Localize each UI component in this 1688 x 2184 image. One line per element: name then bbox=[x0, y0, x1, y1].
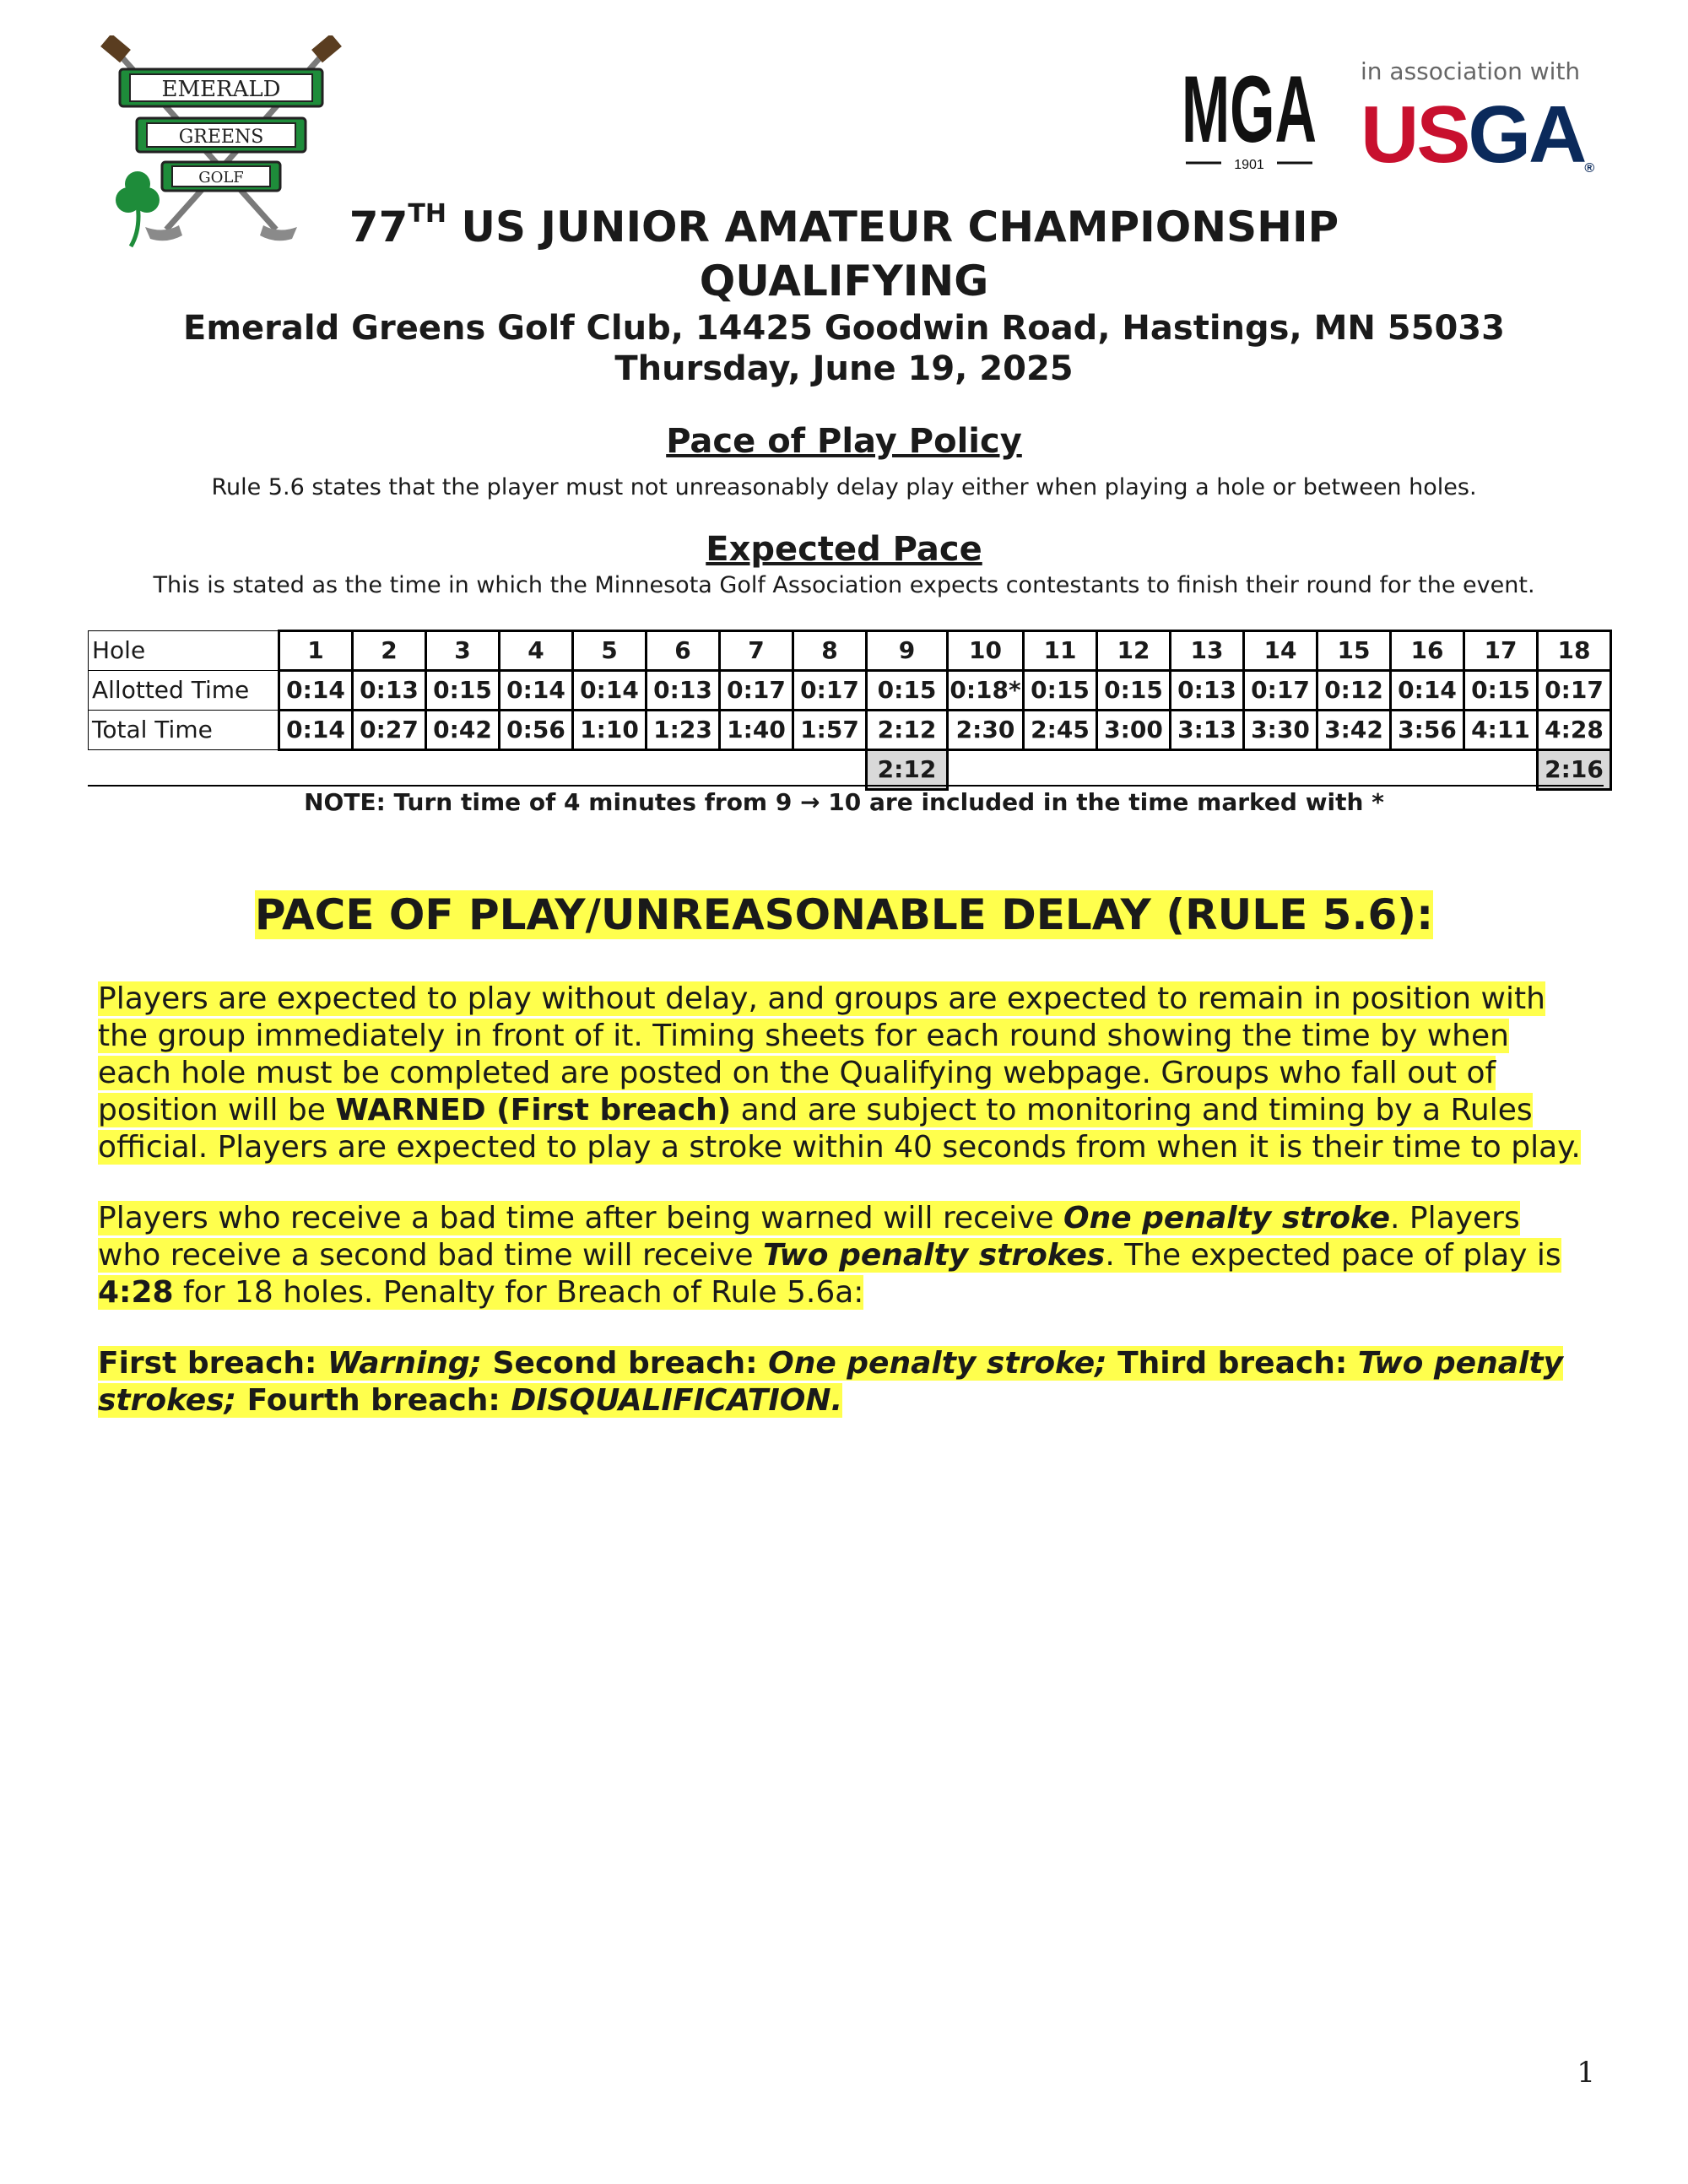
table-row-subtotals bbox=[89, 750, 1611, 790]
total-cell: 3:13 bbox=[1171, 711, 1244, 750]
total-cell: 1:40 bbox=[720, 711, 793, 750]
expected-pace-text: This is stated as the time in which the Minnesota Golf Association expects contestants to finish their round for the event. bbox=[153, 572, 1535, 598]
title-suffix: TH bbox=[408, 199, 446, 229]
total-cell: 3:00 bbox=[1097, 711, 1171, 750]
back-nine-total: 2:16 bbox=[1538, 750, 1611, 790]
association-text: in association with bbox=[1361, 57, 1581, 85]
total-cell: 1:10 bbox=[573, 711, 647, 750]
venue-address: Emerald Greens Golf Club, 14425 Goodwin Road, Hastings, MN 55033 bbox=[183, 309, 1505, 348]
allotted-cell: 0:14 bbox=[1391, 671, 1464, 711]
allotted-cell: 0:15 bbox=[1097, 671, 1171, 711]
one-penalty-stroke: One penalty stroke bbox=[1063, 1201, 1391, 1235]
hole-cell: 5 bbox=[573, 631, 647, 671]
row-label-allotted: Allotted Time bbox=[89, 671, 279, 711]
pace-policy-heading: Pace of Play Policy bbox=[666, 422, 1022, 461]
usga-logo-ga: GA bbox=[1468, 89, 1585, 180]
total-cell: 0:56 bbox=[500, 711, 573, 750]
hole-cell: 4 bbox=[500, 631, 573, 671]
hole-cell: 16 bbox=[1391, 631, 1464, 671]
pace-table bbox=[88, 630, 1612, 791]
total-cell: 3:56 bbox=[1391, 711, 1464, 750]
hole-cell: 10 bbox=[948, 631, 1024, 671]
hole-cell: 14 bbox=[1244, 631, 1317, 671]
total-cell: 4:28 bbox=[1538, 711, 1611, 750]
expected-pace-heading: Expected Pace bbox=[706, 530, 982, 569]
championship-title bbox=[0, 199, 1688, 251]
table-row-hole bbox=[89, 631, 1611, 671]
title-text: US JUNIOR AMATEUR CHAMPIONSHIP bbox=[446, 203, 1339, 251]
hole-cell: 8 bbox=[793, 631, 867, 671]
logo-text-greens: GREENS bbox=[178, 127, 264, 148]
allotted-cell: 0:12 bbox=[1317, 671, 1391, 711]
allotted-cell: 0:14 bbox=[500, 671, 573, 711]
usga-logo bbox=[1361, 89, 1595, 180]
front-nine-total: 2:12 bbox=[867, 750, 948, 790]
mga-logo-text: MGA bbox=[1182, 57, 1317, 162]
breach-penalties: First breach: Warning; Second breach: One penalty stroke; Third breach: Two penalty strokes; Fourth breach: DISQUALIFICATION. bbox=[98, 1346, 1564, 1418]
hole-cell: 18 bbox=[1538, 631, 1611, 671]
allotted-cell: 0:17 bbox=[1538, 671, 1611, 711]
total-cell: 3:42 bbox=[1317, 711, 1391, 750]
table-row-total bbox=[89, 711, 1611, 750]
allotted-cell: 0:13 bbox=[647, 671, 720, 711]
event-date: Thursday, June 19, 2025 bbox=[614, 349, 1074, 388]
allotted-cell: 0:13 bbox=[1171, 671, 1244, 711]
row-label-total: Total Time bbox=[89, 711, 279, 750]
total-cell: 2:45 bbox=[1024, 711, 1097, 750]
delay-paragraph-1: Players are expected to play without delay, and groups are expected to remain in position with the group immediately in front of it. Timing sheets for each round showing the time by when each hole must be completed are posted on the Qualifying webpage. Groups who fall out of position will be WARNED (First breach) and are subject to monitoring and timing by a Rules official. Players are expected to play a stroke within 40 seconds from when it is their time to play. bbox=[98, 981, 1581, 1165]
allotted-cell: 0:17 bbox=[793, 671, 867, 711]
hole-cell: 7 bbox=[720, 631, 793, 671]
allotted-cell: 0:14 bbox=[279, 671, 353, 711]
hole-cell: 2 bbox=[353, 631, 426, 671]
championship-subtitle: QUALIFYING bbox=[699, 257, 989, 305]
total-cell: 3:30 bbox=[1244, 711, 1317, 750]
registered-mark: ® bbox=[1584, 161, 1595, 176]
penalty-warning: Warning; bbox=[327, 1346, 483, 1381]
penalty-one-stroke: One penalty stroke; bbox=[768, 1346, 1107, 1381]
hole-cell: 3 bbox=[426, 631, 500, 671]
allotted-cell: 0:15 bbox=[1024, 671, 1097, 711]
page-number: 1 bbox=[1577, 2056, 1595, 2089]
mga-logo-year: 1901 bbox=[1234, 158, 1264, 172]
total-cell: 2:12 bbox=[867, 711, 948, 750]
allotted-cell: 0:15 bbox=[867, 671, 948, 711]
allotted-cell: 0:14 bbox=[573, 671, 647, 711]
hole-cell: 6 bbox=[647, 631, 720, 671]
allotted-cell: 0:18* bbox=[948, 671, 1024, 711]
allotted-cell: 0:13 bbox=[353, 671, 426, 711]
delay-heading-text: PACE OF PLAY/UNREASONABLE DELAY (RULE 5.6): bbox=[254, 890, 1434, 939]
total-cell: 1:57 bbox=[793, 711, 867, 750]
title-number: 77 bbox=[349, 203, 408, 251]
pace-policy-text: Rule 5.6 states that the player must not unreasonably delay play either when playing a hole or between holes. bbox=[211, 474, 1477, 500]
total-cell: 1:23 bbox=[647, 711, 720, 750]
hole-cell: 9 bbox=[867, 631, 948, 671]
turn-time-note: NOTE: Turn time of 4 minutes from 9 → 10 are included in the time marked with * bbox=[304, 788, 1384, 816]
hole-cell: 13 bbox=[1171, 631, 1244, 671]
usga-logo-us: US bbox=[1361, 89, 1469, 180]
allotted-cell: 0:15 bbox=[426, 671, 500, 711]
allotted-cell: 0:17 bbox=[1244, 671, 1317, 711]
mga-logo bbox=[1177, 57, 1321, 176]
hole-cell: 12 bbox=[1097, 631, 1171, 671]
two-penalty-strokes: Two penalty strokes bbox=[762, 1238, 1106, 1273]
allotted-cell: 0:15 bbox=[1464, 671, 1538, 711]
row-label-hole: Hole bbox=[89, 631, 279, 671]
penalty-two-strokes: Two penalty strokes; bbox=[98, 1346, 1564, 1418]
hole-cell: 17 bbox=[1464, 631, 1538, 671]
expected-pace-value: 4:28 bbox=[98, 1275, 174, 1310]
delay-paragraph-2: Players who receive a bad time after being warned will receive One penalty stroke. Players who receive a second bad time will receive Two penalty strokes. The expected pace of play is 4:28 for 18 holes. Penalty for Breach of Rule 5.6a: bbox=[98, 1201, 1561, 1310]
delay-heading bbox=[0, 890, 1688, 939]
hole-cell: 15 bbox=[1317, 631, 1391, 671]
total-cell: 0:14 bbox=[279, 711, 353, 750]
logo-text-emerald: EMERALD bbox=[161, 77, 281, 102]
total-cell: 0:27 bbox=[353, 711, 426, 750]
allotted-cell: 0:17 bbox=[720, 671, 793, 711]
total-cell: 2:30 bbox=[948, 711, 1024, 750]
logo-text-golf: GOLF bbox=[198, 169, 244, 187]
warned-first-breach: WARNED (First breach) bbox=[335, 1093, 732, 1127]
table-row-allotted bbox=[89, 671, 1611, 711]
total-cell: 0:42 bbox=[426, 711, 500, 750]
total-cell: 4:11 bbox=[1464, 711, 1538, 750]
table-bottom-rule bbox=[88, 785, 1604, 787]
hole-cell: 1 bbox=[279, 631, 353, 671]
hole-cell: 11 bbox=[1024, 631, 1097, 671]
penalty-disqualification: DISQUALIFICATION. bbox=[511, 1383, 843, 1418]
